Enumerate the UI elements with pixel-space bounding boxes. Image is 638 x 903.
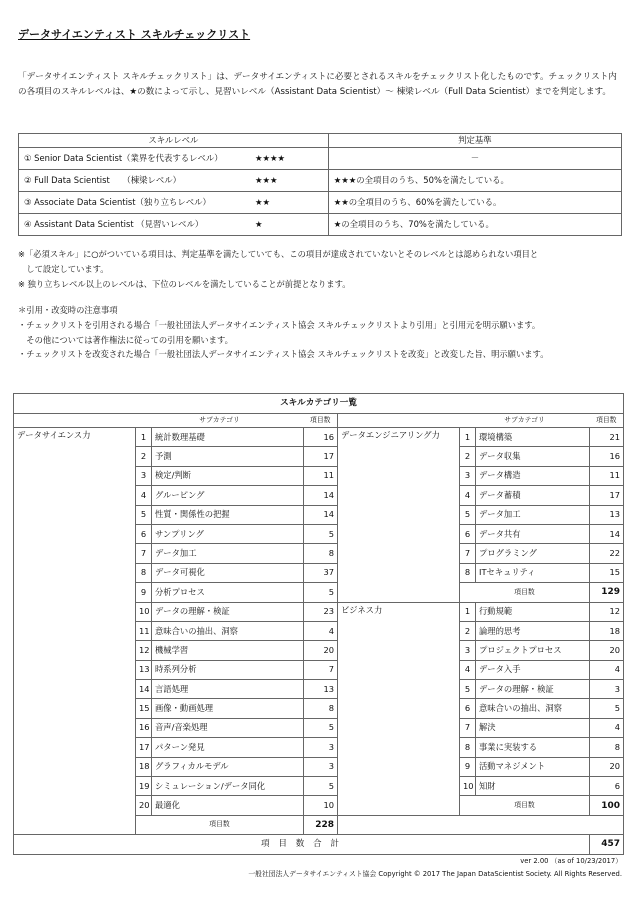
item-count: 10 (304, 796, 338, 815)
table-row (14, 602, 624, 621)
level-header-row (19, 134, 622, 148)
item-number: 1 (460, 428, 476, 447)
item-number: 4 (460, 660, 476, 679)
level-criteria: ★★★の全項目のうち、50%を満たしている。 (328, 170, 621, 192)
item-count: 4 (590, 718, 624, 737)
level-stars: ★★ (255, 196, 271, 207)
version-label: ver 2.00 （as of 10/23/2017） (520, 857, 622, 865)
table-row (14, 699, 624, 718)
item-count: 5 (304, 777, 338, 796)
table-row (14, 466, 624, 485)
item-number: 13 (136, 660, 152, 679)
item-count: 21 (590, 428, 624, 447)
item-count: 17 (590, 486, 624, 505)
table-row (14, 660, 624, 679)
item-number: 5 (460, 505, 476, 524)
item-count: 5 (304, 524, 338, 543)
subcategory-name: 解決 (476, 718, 590, 737)
document-title: データサイエンティスト スキルチェックリスト (18, 28, 251, 41)
item-number: 10 (136, 602, 152, 621)
subcategory-name: プログラミング (476, 544, 590, 563)
subcategory-name: データ加工 (152, 544, 304, 563)
skill-category-table (13, 393, 624, 855)
level-criteria: ★★の全項目のうち、60%を満たしている。 (328, 192, 621, 214)
item-number: 9 (460, 757, 476, 776)
level-stars: ★ (255, 218, 263, 229)
item-count: 5 (304, 583, 338, 602)
category-cell (14, 680, 136, 699)
item-count: 16 (590, 447, 624, 466)
item-count: 6 (590, 777, 624, 796)
category-cell (338, 796, 460, 815)
subcategory-name: 行動規範 (476, 602, 590, 621)
item-number: 7 (460, 544, 476, 563)
category-cell (14, 505, 136, 524)
table-row (14, 447, 624, 466)
subtotal-label: 項目数 (136, 815, 304, 834)
item-count: 20 (590, 757, 624, 776)
table-row (14, 621, 624, 640)
table-row (14, 428, 624, 447)
category-cell (14, 602, 136, 621)
item-number: 3 (460, 641, 476, 660)
item-number: 1 (460, 602, 476, 621)
item-number: 4 (460, 486, 476, 505)
item-count: 8 (304, 699, 338, 718)
item-number: 12 (136, 641, 152, 660)
table-row (14, 524, 624, 543)
item-number: 2 (460, 447, 476, 466)
category-cell (338, 563, 460, 582)
category-cell (14, 757, 136, 776)
item-number: 2 (136, 447, 152, 466)
category-cell (14, 583, 136, 602)
subcategory-name: データ可視化 (152, 563, 304, 582)
item-number: 6 (136, 524, 152, 543)
subcategory-name: 性質・関係性の把握 (152, 505, 304, 524)
copyright-notice: 一般社団法人データサイエンティスト協会 Copyright © 2017 The Japan DataScientist Society. All Rights Reserved. (248, 869, 622, 878)
item-count: 12 (590, 602, 624, 621)
category-cell (14, 486, 136, 505)
item-count: 4 (590, 660, 624, 679)
category-cell (14, 777, 136, 796)
subcategory-name: 時系列分析 (152, 660, 304, 679)
category-cell (14, 660, 136, 679)
caution-line: その他については著作権法に従っての引用を願います。 (18, 334, 233, 345)
item-count: 3 (304, 757, 338, 776)
level-criteria: － (328, 148, 621, 170)
table-row (14, 777, 624, 796)
citation-cautions (18, 303, 624, 362)
level-name: ② Full Data Scientist （棟梁レベル） (24, 174, 181, 185)
item-count: 16 (304, 428, 338, 447)
subcategory-name: 環境構築 (476, 428, 590, 447)
count-header: 項目数 (304, 414, 338, 428)
level-name: ④ Assistant Data Scientist （見習いレベル） (24, 218, 204, 229)
item-number: 19 (136, 777, 152, 796)
table-row (14, 583, 624, 602)
item-number: 7 (136, 544, 152, 563)
subcategory-name: 意味合いの抽出、洞察 (152, 621, 304, 640)
category-cell (14, 447, 136, 466)
subcategory-name: 統計数理基礎 (152, 428, 304, 447)
subcategory-name: 分析プロセス (152, 583, 304, 602)
footer (248, 855, 622, 881)
subcategory-name: データ加工 (476, 505, 590, 524)
level-name: ③ Associate Data Scientist（独り立ちレベル） (24, 196, 211, 207)
level-name: ① Senior Data Scientist（業界を代表するレベル） (24, 152, 223, 163)
item-count: 15 (590, 563, 624, 582)
item-count: 18 (590, 621, 624, 640)
item-number: 6 (460, 524, 476, 543)
item-count: 14 (304, 486, 338, 505)
category-cell (14, 699, 136, 718)
category-name: ビジネス力 (338, 602, 460, 621)
subtotal-value: 129 (590, 583, 624, 602)
item-count: 14 (304, 505, 338, 524)
subcategory-name: プロジェクトプロセス (476, 641, 590, 660)
note-line: ※「必須スキル」に○がついている項目は、判定基準を満たしていても、この項目が達成されていないとそのレベルとは認められない項目と (18, 249, 539, 259)
category-table-caption: スキルカテゴリ一覧 (14, 394, 624, 414)
category-cell (338, 699, 460, 718)
item-count: 5 (304, 718, 338, 737)
level-header: スキルレベル (19, 134, 329, 148)
category-cell (338, 718, 460, 737)
category-cell (338, 447, 460, 466)
item-count: 4 (304, 621, 338, 640)
item-count: 17 (304, 447, 338, 466)
item-number: 6 (460, 699, 476, 718)
level-row (19, 170, 622, 192)
subcategory-name: 最適化 (152, 796, 304, 815)
subcategory-name: データ蓄積 (476, 486, 590, 505)
item-count: 5 (590, 699, 624, 718)
category-cell (14, 621, 136, 640)
skill-level-table (18, 133, 622, 236)
category-cell (14, 524, 136, 543)
subcategory-name: 論理的思考 (476, 621, 590, 640)
item-count: 3 (590, 680, 624, 699)
item-count: 3 (304, 738, 338, 757)
item-count: 14 (590, 524, 624, 543)
category-cell (14, 718, 136, 737)
subcategory-name: 音声/音楽処理 (152, 718, 304, 737)
subcategory-name: データの理解・検証 (152, 602, 304, 621)
subcategory-name: 意味合いの抽出、洞察 (476, 699, 590, 718)
item-number: 8 (460, 738, 476, 757)
item-number: 2 (460, 621, 476, 640)
category-cell (338, 583, 460, 602)
notes (18, 247, 624, 291)
table-row (14, 544, 624, 563)
item-number: 10 (460, 777, 476, 796)
subcategory-name: 検定/判断 (152, 466, 304, 485)
subcategory-name: シミュレーション/データ同化 (152, 777, 304, 796)
item-count: 20 (304, 641, 338, 660)
grand-total-label: 項 目 数 合 計 (14, 835, 590, 854)
item-number: 20 (136, 796, 152, 815)
item-number: 14 (136, 680, 152, 699)
caution-line: ・チェックリストを改変された場合「一般社団法人データサイエンティスト協会 スキルチェックリストを改変」と改変した旨、明示願います。 (18, 349, 549, 360)
category-name: データエンジニアリング力 (338, 428, 460, 447)
item-count: 11 (304, 466, 338, 485)
subcategory-name: 予測 (152, 447, 304, 466)
category-cell (338, 621, 460, 640)
criteria-header: 判定基準 (328, 134, 621, 148)
subcategory-name: 言語処理 (152, 680, 304, 699)
subcategory-header: サブカテゴリ (460, 414, 590, 428)
subtotal-label: 項目数 (460, 796, 590, 815)
item-count: 37 (304, 563, 338, 582)
table-row (14, 486, 624, 505)
subtotal-value: 228 (304, 815, 338, 834)
category-cell (338, 757, 460, 776)
item-number: 3 (136, 466, 152, 485)
item-count: 13 (590, 505, 624, 524)
item-number: 17 (136, 738, 152, 757)
category-cell (338, 524, 460, 543)
level-row (19, 214, 622, 236)
level-stars: ★★★ (255, 174, 278, 185)
table-row (14, 505, 624, 524)
item-number: 15 (136, 699, 152, 718)
table-row (14, 641, 624, 660)
subcategory-name: 事業に実装する (476, 738, 590, 757)
grand-total-row (14, 835, 624, 854)
subcategory-name: グルーピング (152, 486, 304, 505)
table-row (14, 796, 624, 815)
category-cell (338, 466, 460, 485)
subcategory-name: ITセキュリティ (476, 563, 590, 582)
category-cell (14, 738, 136, 757)
item-number: 8 (460, 563, 476, 582)
item-count: 13 (304, 680, 338, 699)
subcategory-name: データ共有 (476, 524, 590, 543)
subcategory-name: グラフィカルモデル (152, 757, 304, 776)
subcategory-name: 活動マネジメント (476, 757, 590, 776)
table-row (14, 680, 624, 699)
item-number: 8 (136, 563, 152, 582)
note-line: ※ 独り立ちレベル以上のレベルは、下位のレベルを満たしていることが前提となります。 (18, 278, 351, 289)
category-cell (14, 641, 136, 660)
subtotal-row (14, 815, 624, 834)
item-count: 7 (304, 660, 338, 679)
item-count: 11 (590, 466, 624, 485)
table-row (14, 757, 624, 776)
caution-line: ＊引用・改変時の注意事項 (18, 305, 118, 315)
caution-line: ・チェックリストを引用される場合「一般社団法人データサイエンティスト協会 スキルチェックリストより引用」と引用元を明示願います。 (18, 319, 541, 330)
item-count: 8 (304, 544, 338, 563)
grand-total-value: 457 (590, 835, 624, 854)
item-number: 18 (136, 757, 152, 776)
subtotal-label: 項目数 (460, 583, 590, 602)
item-number: 4 (136, 486, 152, 505)
subcategory-name: データの理解・検証 (476, 680, 590, 699)
category-cell (14, 796, 136, 815)
item-number: 16 (136, 718, 152, 737)
level-stars: ★★★★ (255, 152, 286, 163)
table-row (14, 563, 624, 582)
item-number: 11 (136, 621, 152, 640)
subcategory-name: データ入手 (476, 660, 590, 679)
subcategory-header: サブカテゴリ (136, 414, 304, 428)
count-header: 項目数 (590, 414, 624, 428)
level-row (19, 148, 622, 170)
level-criteria: ★の全項目のうち、70%を満たしている。 (328, 214, 621, 236)
item-number: 9 (136, 583, 152, 602)
item-count: 20 (590, 641, 624, 660)
level-row (19, 192, 622, 214)
subtotal-value: 100 (590, 796, 624, 815)
item-number: 5 (136, 505, 152, 524)
subcategory-name: データ構造 (476, 466, 590, 485)
category-cell (338, 641, 460, 660)
category-cell (14, 563, 136, 582)
subcategory-name: 画像・動画処理 (152, 699, 304, 718)
item-number: 7 (460, 718, 476, 737)
table-row (14, 718, 624, 737)
item-count: 22 (590, 544, 624, 563)
category-cell (338, 738, 460, 757)
empty-cell (338, 815, 624, 834)
subcategory-name: 知財 (476, 777, 590, 796)
category-name: データサイエンス力 (14, 428, 136, 447)
category-cell (14, 815, 136, 834)
category-cell (338, 544, 460, 563)
category-cell (14, 544, 136, 563)
category-cell (338, 505, 460, 524)
intro-paragraph: 「データサイエンティスト スキルチェックリスト」は、データサイエンティストに必要とされるスキルをチェックリスト化したものです。チェックリスト内の各項目のスキルレベルは、★の数によって示し、見習いレベル（Assistant Data Scientist）～ 棟梁レベル（Full Data Scientist）までを判定します。 (18, 72, 617, 97)
category-cell (338, 777, 460, 796)
category-cell (338, 660, 460, 679)
subcategory-name: パターン発見 (152, 738, 304, 757)
note-line: して設定しています。 (18, 263, 109, 274)
category-cell (338, 680, 460, 699)
category-cell (14, 466, 136, 485)
table-row (14, 738, 624, 757)
item-number: 1 (136, 428, 152, 447)
subcategory-name: サンプリング (152, 524, 304, 543)
item-count: 8 (590, 738, 624, 757)
category-cell (338, 486, 460, 505)
subcategory-name: 機械学習 (152, 641, 304, 660)
item-count: 23 (304, 602, 338, 621)
item-number: 3 (460, 466, 476, 485)
subcategory-name: データ収集 (476, 447, 590, 466)
item-number: 5 (460, 680, 476, 699)
